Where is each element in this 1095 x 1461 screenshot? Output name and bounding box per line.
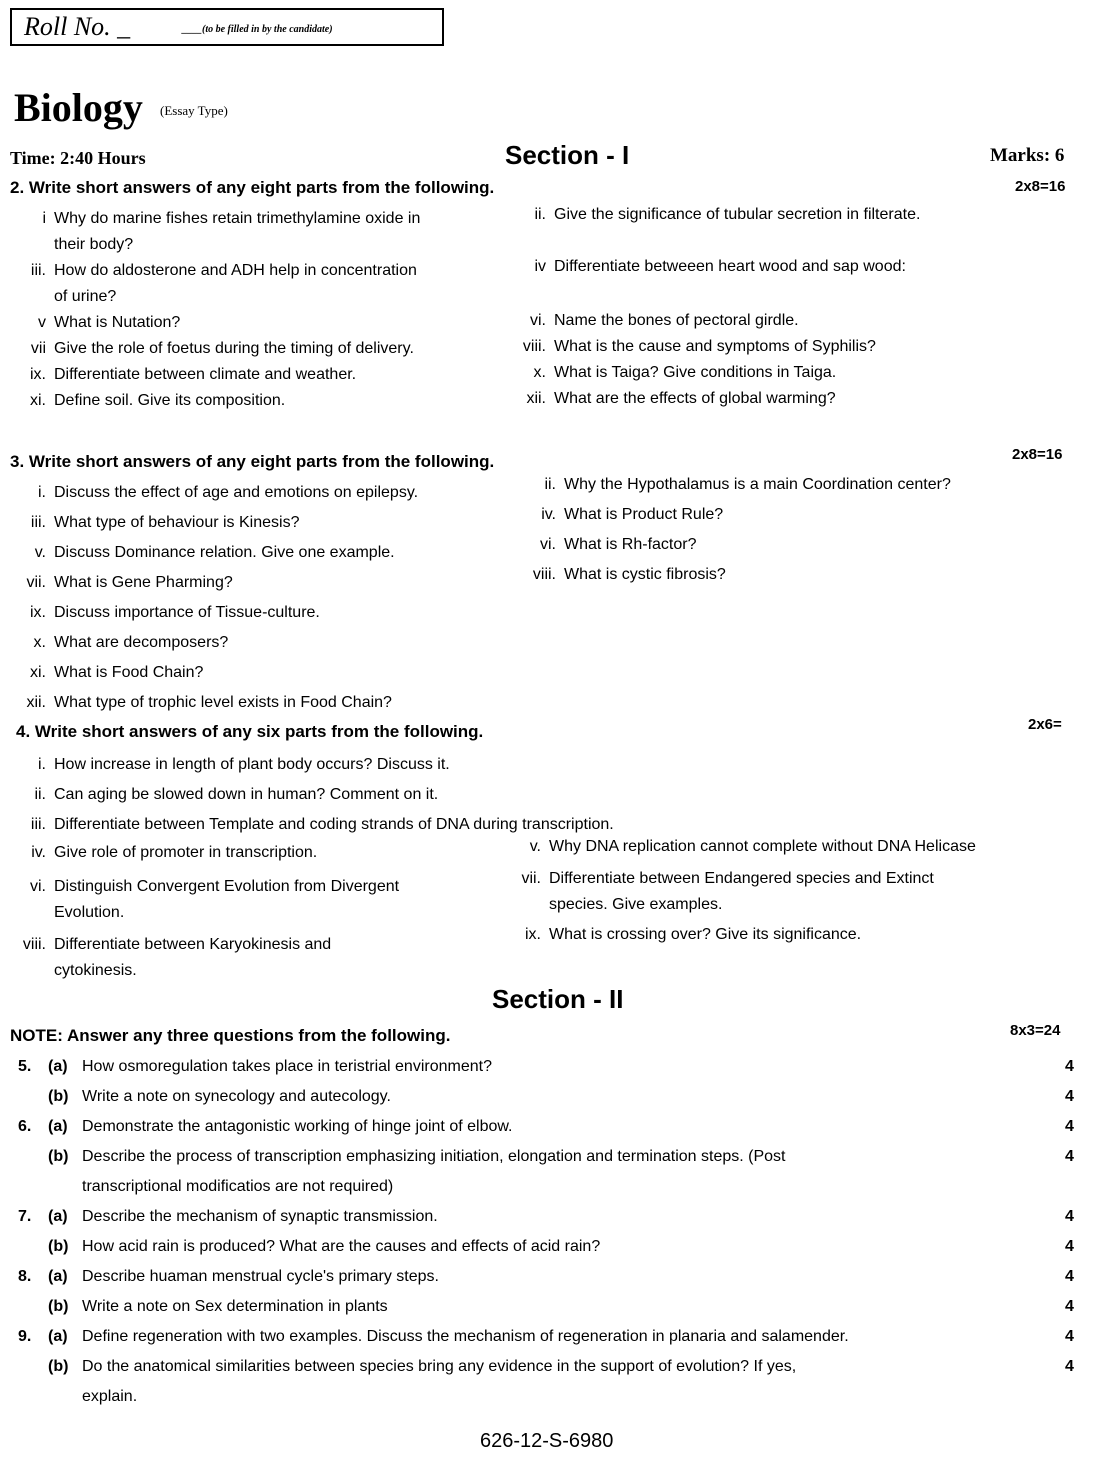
list-item: vi. Name the bones of pectoral girdle. xyxy=(530,312,799,329)
question-marks: 4 xyxy=(1065,1358,1074,1375)
question-part: (b) xyxy=(48,1298,69,1315)
question-number: 6. xyxy=(18,1118,32,1135)
question-row xyxy=(10,1324,1080,1354)
question-marks: 4 xyxy=(1065,1268,1074,1285)
q2-marks: 2x8=16 xyxy=(1015,178,1066,195)
question-text: Describe huaman menstrual cycle's primary steps. xyxy=(82,1268,439,1285)
list-item: viii. Differentiate between Karyokinesis and xyxy=(22,936,332,953)
question-text: Write a note on synecology and autecology. xyxy=(82,1088,391,1105)
q4-left-column xyxy=(10,840,520,984)
q3-title: 3. Write short answers of any eight parts from the following. xyxy=(10,452,495,471)
question-part: (a) xyxy=(48,1268,68,1285)
question-number: 9. xyxy=(18,1328,32,1345)
list-item: i Why do marine fishes retain trimethylamine oxide in xyxy=(42,210,421,227)
question-row xyxy=(10,1054,1080,1084)
list-item: v. Why DNA replication cannot complete without DNA Helicase xyxy=(529,838,976,855)
list-item: xi. What is Food Chain? xyxy=(30,664,204,681)
list-item: x. What are decomposers? xyxy=(33,634,229,651)
list-item: of urine? xyxy=(54,288,117,305)
roll-number-label: Roll No. _ xyxy=(24,12,131,41)
question-marks: 4 xyxy=(1065,1118,1074,1135)
list-item: xi. Define soil. Give its composition. xyxy=(30,392,286,409)
section-two-note: NOTE: Answer any three questions from the following. xyxy=(10,1026,451,1045)
question-text: Do the anatomical similarities between species bring any evidence in the support of evolution? If yes, xyxy=(82,1358,797,1375)
list-item: vi. What is Rh-factor? xyxy=(540,536,697,553)
list-item: ix. What is crossing over? Give its significance. xyxy=(525,926,862,943)
list-item: iv. What is Product Rule? xyxy=(541,506,724,523)
list-item: iii. What type of behaviour is Kinesis? xyxy=(30,514,300,531)
question-number: 5. xyxy=(18,1058,32,1075)
question-row xyxy=(10,1174,1080,1204)
list-item: Evolution. xyxy=(54,904,125,921)
question-marks: 4 xyxy=(1065,1238,1074,1255)
question-part: (a) xyxy=(48,1208,68,1225)
list-item: cytokinesis. xyxy=(54,962,137,979)
question-number: 8. xyxy=(18,1268,32,1285)
q3-marks: 2x8=16 xyxy=(1012,446,1063,463)
question-part: (b) xyxy=(48,1148,69,1165)
question-part: (a) xyxy=(48,1118,68,1135)
question-text: Define regeneration with two examples. Discuss the mechanism of regeneration in planaria and salamender. xyxy=(82,1328,849,1345)
question-text: transcriptional modificatios are not required) xyxy=(82,1178,394,1195)
list-item: i. Discuss the effect of age and emotions on epilepsy. xyxy=(38,484,419,501)
question-marks: 4 xyxy=(1065,1208,1074,1225)
question-row xyxy=(10,1354,1080,1384)
section-two-title: Section - II xyxy=(492,984,624,1014)
question-part: (b) xyxy=(48,1088,69,1105)
list-item: ii. Can aging be slowed down in human? Comment on it. xyxy=(34,786,439,803)
question-text: Demonstrate the antagonistic working of hinge joint of elbow. xyxy=(82,1118,513,1135)
list-item: species. Give examples. xyxy=(549,896,723,913)
list-item: ix. Discuss importance of Tissue-culture. xyxy=(30,604,320,621)
list-item: xii. What type of trophic level exists in Food Chain? xyxy=(26,694,392,711)
list-item: viii. What is cystic fibrosis? xyxy=(532,566,726,583)
section-two-marks: 8x3=24 xyxy=(1010,1022,1061,1039)
list-item: viii. What is the cause and symptoms of Syphilis? xyxy=(522,338,876,355)
question-marks: 4 xyxy=(1065,1058,1074,1075)
question-text: How osmoregulation takes place in teristrial environment? xyxy=(82,1058,492,1075)
section-two-questions xyxy=(10,1054,1080,1414)
question-row xyxy=(10,1294,1080,1324)
question-part: (a) xyxy=(48,1058,68,1075)
q2-right-column xyxy=(510,202,1090,412)
total-marks: Marks: 6 xyxy=(990,145,1065,166)
question-part: (a) xyxy=(48,1328,68,1345)
question-marks: 4 xyxy=(1065,1298,1074,1315)
q4-marks: 2x6= xyxy=(1028,716,1062,733)
q2-title: 2. Write short answers of any eight parts from the following. xyxy=(10,178,495,197)
question-row xyxy=(10,1384,1080,1414)
list-item: their body? xyxy=(54,236,134,253)
list-item: ii. Why the Hypothalamus is a main Coordination center? xyxy=(544,476,951,493)
question-text: How acid rain is produced? What are the causes and effects of acid rain? xyxy=(82,1238,601,1255)
question-row xyxy=(10,1204,1080,1234)
question-row xyxy=(10,1144,1080,1174)
list-item: ix. Differentiate between climate and weather. xyxy=(30,366,357,383)
roll-number-note: ____(to be filled in by the candidate) xyxy=(182,24,333,35)
list-item: vii. Differentiate between Endangered species and Extinct xyxy=(521,870,934,887)
question-text: explain. xyxy=(82,1388,138,1405)
section-one-title: Section - I xyxy=(505,140,630,170)
list-item: x. What is Taiga? Give conditions in Taiga. xyxy=(533,364,837,381)
list-item: iv Differentiate betweeen heart wood and sap wood: xyxy=(534,258,906,275)
list-item: vii. What is Gene Pharming? xyxy=(26,574,233,591)
list-item: v. Discuss Dominance relation. Give one example. xyxy=(34,544,395,561)
list-item: iii. Differentiate between Template and coding strands of DNA during transcription. xyxy=(30,816,614,833)
roll-number-box xyxy=(10,8,444,46)
question-text: Describe the process of transcription emphasizing initiation, elongation and termination steps. (Post xyxy=(82,1148,786,1165)
question-marks: 4 xyxy=(1065,1328,1074,1345)
question-number: 7. xyxy=(18,1208,32,1225)
q4-right-column xyxy=(505,834,1090,948)
q3-left-column xyxy=(10,480,530,716)
question-text: Write a note on Sex determination in plants xyxy=(82,1298,388,1315)
question-row xyxy=(10,1114,1080,1144)
list-item: iv. Give role of promoter in transcription. xyxy=(31,844,318,861)
question-marks: 4 xyxy=(1065,1088,1074,1105)
list-item: i. How increase in length of plant body occurs? Discuss it. xyxy=(38,756,450,773)
list-item: v What is Nutation? xyxy=(38,314,181,331)
list-item: iii. How do aldosterone and ADH help in concentration xyxy=(30,262,417,279)
q3-right-column xyxy=(520,472,1090,588)
list-item: xii. What are the effects of global warming? xyxy=(526,390,836,407)
list-item: vi. Distinguish Convergent Evolution from Divergent xyxy=(30,878,400,895)
question-part: (b) xyxy=(48,1238,69,1255)
question-row xyxy=(10,1234,1080,1264)
question-text: Describe the mechanism of synaptic transmission. xyxy=(82,1208,438,1225)
subject-type: (Essay Type) xyxy=(160,103,228,118)
q2-left-column xyxy=(10,206,520,414)
question-row xyxy=(10,1264,1080,1294)
list-item: vii Give the role of foetus during the timing of delivery. xyxy=(30,340,414,357)
q4-title: 4. Write short answers of any six parts from the following. xyxy=(16,722,484,741)
question-row xyxy=(10,1084,1080,1114)
question-marks: 4 xyxy=(1065,1148,1074,1165)
time-allowed: Time: 2:40 Hours xyxy=(10,148,146,168)
list-item: ii. Give the significance of tubular secretion in filterate. xyxy=(534,206,921,223)
q4-full-items xyxy=(10,752,1090,838)
question-part: (b) xyxy=(48,1358,69,1375)
subject-title: Biology xyxy=(14,85,143,130)
paper-code: 626-12-S-6980 xyxy=(480,1430,614,1452)
